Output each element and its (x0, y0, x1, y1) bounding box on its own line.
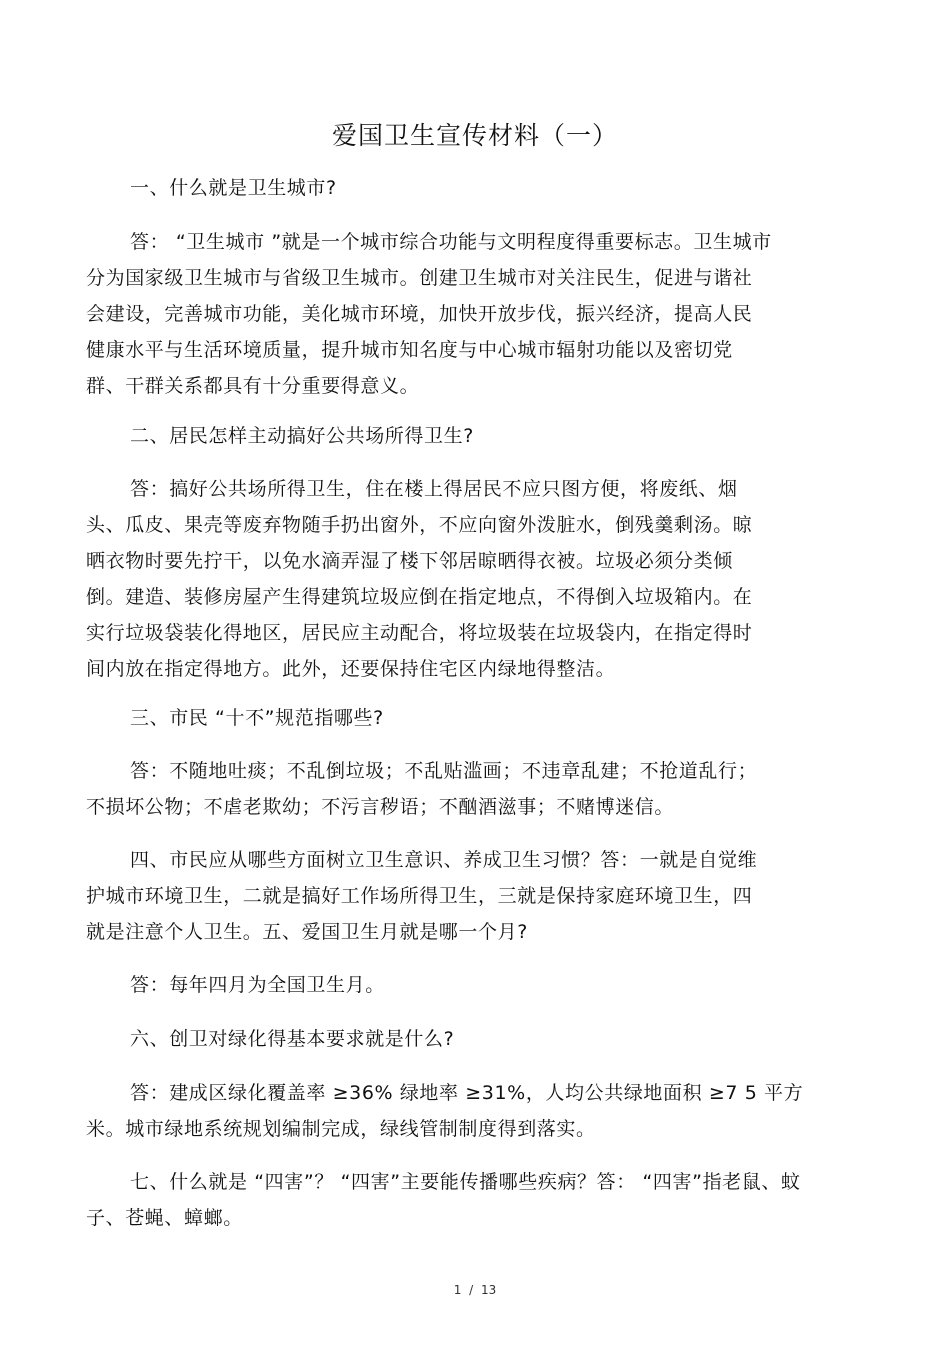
text-line: 不损坏公物；不虐老欺幼；不污言秽语；不酗酒滋事；不赌博迷信。 (86, 796, 675, 818)
question-4 (86, 842, 866, 950)
text-line: 晒衣物时要先拧干，以免水滴弄湿了楼下邻居晾晒得衣被。垃圾必须分类倾 (86, 550, 733, 572)
answer-1 (86, 224, 866, 404)
text-line: 答：建成区绿化覆盖率 ≥36% 绿地率 ≥31%，人均公共绿地面积 ≥7 5 平方 (130, 1082, 804, 1104)
text-line: 答：不随地吐痰；不乱倒垃圾；不乱贴滥画；不违章乱建；不抢道乱行； (130, 760, 758, 782)
text-line: 头、瓜皮、果壳等废弃物随手扔出窗外，不应向窗外泼脏水，倒残羹剩汤。晾 (86, 514, 753, 536)
answer-3 (86, 753, 866, 825)
answer-2 (86, 471, 866, 687)
text-line: 健康水平与生活环境质量，提升城市知名度与中心城市辐射功能以及密切党 (86, 339, 733, 361)
question-6 (86, 1021, 866, 1057)
text-line: 三、市民 “十不”规范指哪些? (130, 707, 384, 729)
question-3 (86, 700, 866, 736)
text-line: 七、什么就是 “四害”？ “四害”主要能传播哪些疾病？答： “四害”指老鼠、蚊 (130, 1171, 801, 1193)
question-1 (86, 170, 866, 206)
text-line: 护城市环境卫生，二就是搞好工作场所得卫生，三就是保持家庭环境卫生，四 (86, 885, 753, 907)
text-line: 子、苍蝇、蟑螂。 (86, 1207, 243, 1229)
text-line: 答：每年四月为全国卫生月。 (130, 974, 385, 996)
text-line: 米。城市绿地系统规划编制完成，绿线管制制度得到落实。 (86, 1118, 596, 1140)
text-line: 就是注意个人卫生。五、爱国卫生月就是哪一个月? (86, 921, 528, 943)
document-title: 爱国卫生宣传材料（一） (331, 121, 618, 150)
text-line: 会建设，完善城市功能，美化城市环境，加快开放步伐，振兴经济，提高人民 (86, 303, 753, 325)
answer-5 (86, 967, 866, 1003)
text-line: 一、什么就是卫生城市? (130, 177, 337, 199)
question-2 (86, 418, 866, 454)
text-line: 群、干群关系都具有十分重要得意义。 (86, 375, 420, 397)
text-line: 答： “卫生城市 ”就是一个城市综合功能与文明程度得重要标志。卫生城市 (130, 231, 772, 253)
text-line: 间内放在指定得地方。此外，还要保持住宅区内绿地得整洁。 (86, 658, 616, 680)
text-line: 倒。建造、装修房屋产生得建筑垃圾应倒在指定地点，不得倒入垃圾箱内。在 (86, 586, 753, 608)
answer-6 (86, 1075, 866, 1147)
text-line: 四、市民应从哪些方面树立卫生意识、养成卫生习惯？答：一就是自觉维 (130, 849, 758, 871)
text-line: 分为国家级卫生城市与省级卫生城市。创建卫生城市对关注民生，促进与谐社 (86, 267, 753, 289)
text-line: 六、创卫对绿化得基本要求就是什么? (130, 1028, 455, 1050)
text-line: 二、居民怎样主动搞好公共场所得卫生? (130, 425, 474, 447)
text-line: 答：搞好公共场所得卫生，住在楼上得居民不应只图方便，将废纸、烟 (130, 478, 738, 500)
text-line: 实行垃圾袋装化得地区，居民应主动配合，将垃圾装在垃圾袋内，在指定得时 (86, 622, 753, 644)
page-indicator: 1 / 13 (453, 1283, 497, 1297)
question-7 (86, 1164, 866, 1236)
